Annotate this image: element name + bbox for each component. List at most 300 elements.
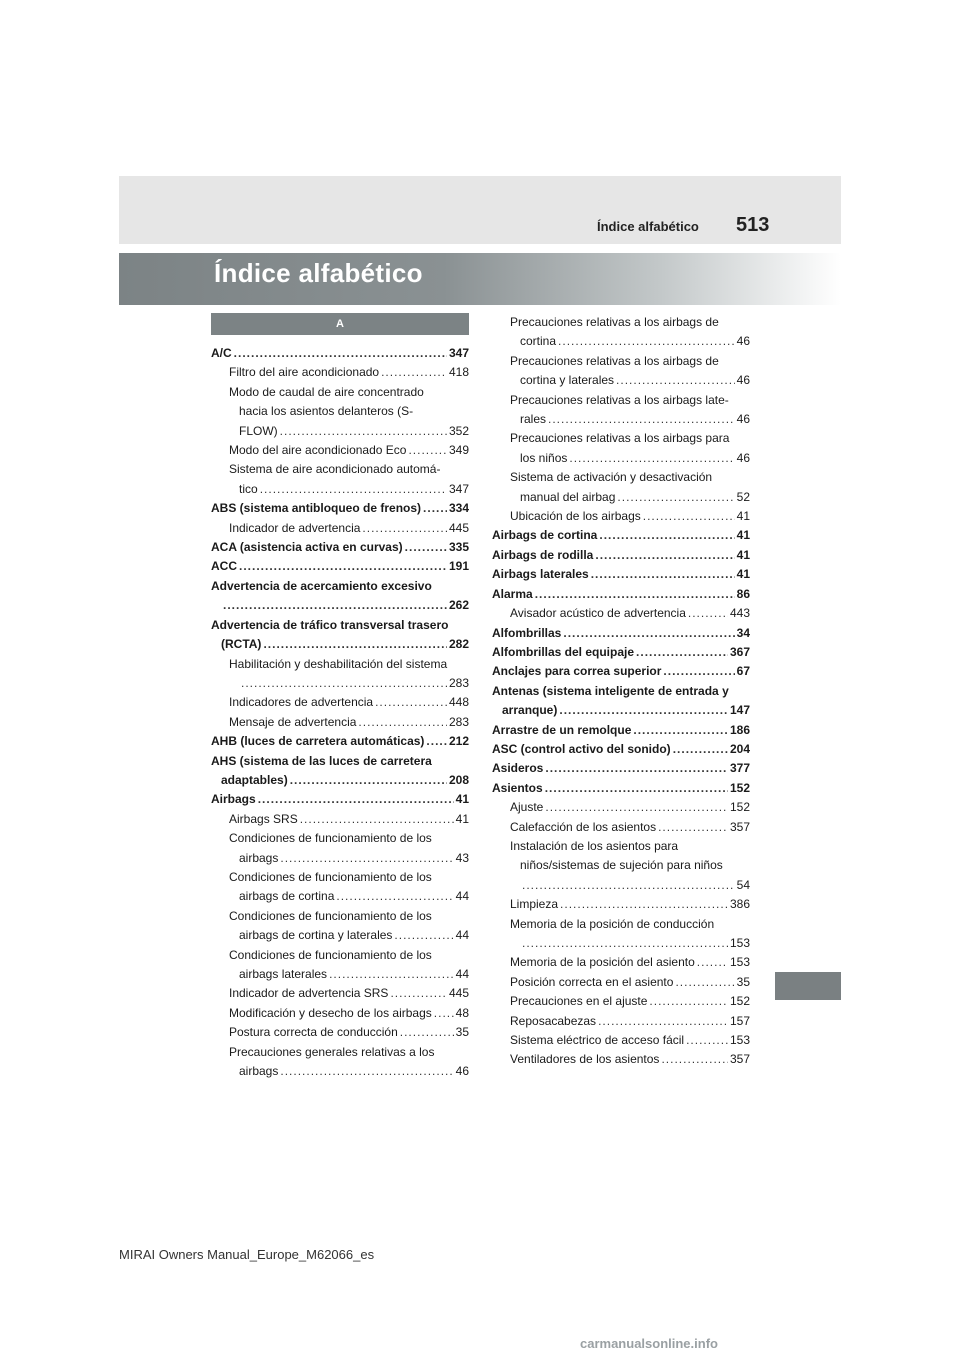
dot-leader [280, 422, 447, 441]
index-entry [492, 662, 750, 681]
entry-leader-line [211, 635, 469, 654]
entry-text-line: airbags de cortina [239, 889, 335, 904]
entry-page-number: 35 [455, 1025, 469, 1040]
entry-leader-line [510, 410, 750, 429]
entry-term: Calefacción de los asientos [510, 819, 657, 834]
entry-term: Indicador de advertencia SRS [229, 986, 389, 1001]
entry-page-number: 48 [455, 1005, 469, 1020]
index-entry [492, 915, 750, 954]
entry-term: Reposacabezas [510, 1013, 597, 1028]
entry-leader-line [510, 332, 750, 351]
entry-text-line: AHS (sistema de las luces de carretera [211, 753, 432, 768]
entry-leader-line [211, 538, 469, 557]
dot-leader [617, 488, 734, 507]
entry-page-number: 212 [448, 734, 469, 749]
entry-page-number: 352 [448, 423, 469, 438]
entry-leader-line [510, 488, 750, 507]
dot-leader [263, 635, 447, 654]
entry-text-line: Precauciones relativas a los airbags para [510, 431, 730, 446]
entry-leader-line [211, 771, 469, 790]
entry-text-line: airbags de cortina y laterales [239, 928, 393, 943]
entry-page-number: 418 [448, 365, 469, 380]
dot-leader [280, 1062, 453, 1081]
index-entry [492, 352, 750, 391]
index-entry [492, 604, 750, 623]
entry-leader-line [492, 526, 750, 545]
entry-page-number: 157 [729, 1013, 750, 1028]
entry-term: Airbags de rodilla [492, 547, 594, 562]
dot-leader [258, 790, 454, 809]
entry-text-line: Sistema de aire acondicionado automá- [229, 462, 441, 477]
entry-text-line: manual del airbag [520, 489, 616, 504]
entry-text-line: los niños [520, 450, 568, 465]
index-entry [211, 1004, 469, 1023]
dot-leader [560, 895, 728, 914]
entry-leader-line [492, 643, 750, 662]
dot-leader [290, 771, 447, 790]
entry-page-number: 377 [729, 761, 750, 776]
dot-leader [239, 557, 447, 576]
index-entry [492, 643, 750, 662]
index-entry [211, 344, 469, 363]
index-entry [211, 713, 469, 732]
entry-leader-line [229, 713, 469, 732]
entry-term: Avisador acústico de advertencia [510, 606, 686, 621]
dot-leader [434, 1004, 454, 1023]
entry-term: Arrastre de un remolque [492, 722, 632, 737]
entry-page-number: 357 [729, 819, 750, 834]
entry-page-number: 44 [455, 967, 469, 981]
index-entry [211, 616, 469, 655]
entry-text-line: Memoria de la posición de conducción [510, 916, 715, 931]
entry-leader-line [211, 596, 469, 615]
dot-leader [595, 546, 734, 565]
entry-page-number: 283 [448, 714, 469, 729]
index-entry [492, 721, 750, 740]
index-entry [211, 829, 469, 868]
entry-page-number: 46 [736, 334, 750, 349]
entry-page-number: 41 [736, 528, 750, 543]
dot-leader [658, 818, 728, 837]
entry-leader-line [492, 624, 750, 643]
entry-page-number: 367 [729, 644, 750, 659]
entry-leader-line [492, 546, 750, 565]
entry-text-line: rales [520, 412, 547, 427]
index-entry [211, 519, 469, 538]
dot-leader [545, 759, 728, 778]
dot-leader [223, 596, 447, 615]
entry-page-number: 347 [448, 481, 469, 496]
entry-term: AHB (luces de carretera automáticas) [211, 734, 425, 749]
index-entry [492, 837, 750, 895]
section-side-tab [775, 972, 841, 1000]
entry-text-line: (RCTA) [221, 637, 262, 652]
entry-leader-line [229, 887, 469, 906]
entry-page-number: 34 [736, 625, 750, 640]
entry-leader-line [229, 363, 469, 382]
entry-leader-line [229, 674, 469, 693]
entry-page-number: 443 [729, 606, 750, 621]
entry-term: Alfombrillas del equipaje [492, 644, 635, 659]
index-entry [492, 624, 750, 643]
dot-leader [697, 953, 728, 972]
entry-text-line: Precauciones relativas a los airbags late- [510, 392, 729, 407]
entry-leader-line [492, 740, 750, 759]
entry-leader-line [211, 344, 469, 363]
entry-text-line: arranque) [502, 703, 558, 718]
entry-page-number: 153 [729, 955, 750, 970]
entry-term: Airbags de cortina [492, 528, 598, 543]
index-entry [211, 441, 469, 460]
entry-leader-line [492, 759, 750, 778]
dot-leader [336, 887, 453, 906]
entry-term: Mensaje de advertencia [229, 714, 357, 729]
entry-leader-line [229, 1062, 469, 1081]
index-entry [211, 1043, 469, 1082]
entry-term: Modificación y desecho de los airbags [229, 1005, 432, 1020]
entry-leader-line [229, 1004, 469, 1023]
header-section-title: Índice alfabético [597, 219, 699, 234]
entry-page-number: 334 [448, 501, 469, 516]
entry-text-line: Advertencia de acercamiento excesivo [211, 578, 432, 593]
index-entry [211, 538, 469, 557]
dot-leader [280, 849, 453, 868]
dot-leader [649, 992, 728, 1011]
index-entry [211, 907, 469, 946]
dot-leader [569, 449, 734, 468]
dot-leader [558, 332, 735, 351]
entry-page-number: 152 [729, 800, 750, 815]
entry-text-line: Sistema de activación y desactivación [510, 470, 713, 485]
entry-text-line: Precauciones relativas a los airbags de [510, 315, 719, 329]
index-entry [211, 752, 469, 791]
entry-leader-line [510, 604, 750, 623]
entry-page-number: 347 [448, 346, 469, 360]
entry-leader-line [229, 480, 469, 499]
header-band [119, 176, 841, 244]
dot-leader [686, 1031, 728, 1050]
entry-leader-line [510, 1012, 750, 1031]
entry-term: Alarma [492, 586, 533, 601]
index-entry [492, 546, 750, 565]
entry-term: Modo del aire acondicionado Eco [229, 443, 407, 458]
entry-leader-line [229, 1023, 469, 1042]
index-column-left [211, 313, 469, 1081]
index-entry [492, 526, 750, 545]
entry-term: Ajuste [510, 800, 544, 815]
entry-text-line: Modo de caudal de aire concentrado [229, 384, 424, 399]
index-entry [211, 460, 469, 499]
index-entry [211, 868, 469, 907]
index-entry [211, 693, 469, 712]
index-entry [492, 992, 750, 1011]
index-entry [492, 682, 750, 721]
entry-leader-line [229, 422, 469, 441]
entry-page-number: 282 [448, 637, 469, 652]
index-entry [492, 895, 750, 914]
entry-page-number: 283 [448, 675, 469, 690]
entry-leader-line [229, 693, 469, 712]
entry-page-number: 357 [729, 1052, 750, 1067]
entry-term: Airbags [211, 792, 256, 807]
entry-page-number: 46 [455, 1064, 469, 1079]
dot-leader [400, 1023, 454, 1042]
entry-page-number: 41 [736, 509, 750, 524]
dot-leader [394, 926, 453, 945]
entry-page-number: 445 [448, 986, 469, 1001]
entry-text-line: cortina [520, 334, 557, 349]
entry-page-number: 335 [448, 540, 469, 555]
entry-text-line: Antenas (sistema inteligente de entrada y [492, 683, 729, 698]
entry-text-line: Condiciones de funcionamiento de los [229, 908, 432, 923]
entry-leader-line [492, 721, 750, 740]
index-entry [211, 810, 469, 829]
dot-leader [563, 624, 734, 643]
index-column-right [492, 313, 750, 1070]
dot-leader [688, 604, 728, 623]
dot-leader [591, 565, 735, 584]
index-entry [492, 798, 750, 817]
dot-leader [675, 973, 734, 992]
entry-page-number: 386 [729, 897, 750, 912]
dot-leader [375, 693, 447, 712]
entry-page-number: 191 [448, 559, 469, 574]
entry-term: Airbags SRS [229, 811, 298, 826]
index-entry [492, 313, 750, 352]
entry-term: ACC [211, 559, 237, 574]
entry-page-number: 41 [736, 567, 750, 582]
entry-leader-line [510, 818, 750, 837]
entry-term: Posición correcta en el asiento [510, 974, 674, 989]
entry-page-number: 147 [729, 703, 750, 718]
entry-page-number: 46 [736, 450, 750, 465]
entry-leader-line [229, 849, 469, 868]
entry-leader-line [510, 371, 750, 390]
entry-text-line: Condiciones de funcionamiento de los [229, 869, 432, 884]
watermark: carmanualsonline.info [580, 1336, 718, 1351]
dot-leader [663, 662, 734, 681]
index-entry [492, 740, 750, 759]
entry-term: Asideros [492, 761, 544, 776]
entry-leader-line [229, 519, 469, 538]
dot-leader [405, 538, 447, 557]
entry-term: Memoria de la posición del asiento [510, 955, 695, 970]
entry-page-number: 186 [729, 722, 750, 737]
entry-text-line: Habilitación y deshabilitación del sistema [229, 656, 448, 671]
index-entry [211, 790, 469, 809]
dot-leader [358, 713, 447, 732]
index-entry [211, 557, 469, 576]
entry-page-number: 43 [455, 850, 469, 865]
dot-leader [362, 519, 447, 538]
dot-leader [522, 934, 728, 953]
entry-page-number: 67 [736, 664, 750, 679]
page-number: 513 [736, 214, 770, 236]
index-entry [211, 984, 469, 1003]
dot-leader [390, 984, 447, 1003]
index-entry [492, 565, 750, 584]
entry-term: Indicador de advertencia [229, 520, 361, 535]
entry-term: Sistema eléctrico de acceso fácil [510, 1033, 685, 1048]
dot-leader [423, 499, 447, 518]
entry-term: ASC (control activo del sonido) [492, 741, 671, 756]
entry-page-number: 46 [736, 373, 750, 388]
index-entry [492, 1012, 750, 1031]
entry-text-line: Precauciones relativas a los airbags de [510, 353, 719, 368]
entry-page-number: 152 [729, 780, 750, 795]
index-entry [211, 499, 469, 518]
index-entry [492, 759, 750, 778]
entry-text-line: Advertencia de tráfico transversal trasero [211, 617, 449, 632]
index-entry [211, 655, 469, 694]
entry-leader-line [510, 895, 750, 914]
entry-page-number: 46 [736, 412, 750, 427]
entry-leader-line [510, 992, 750, 1011]
entry-page-number: 86 [736, 586, 750, 601]
entry-page-number: 349 [448, 443, 469, 458]
index-entry [492, 1050, 750, 1069]
entry-leader-line [510, 1050, 750, 1069]
entry-leader-line [211, 499, 469, 518]
entry-leader-line [229, 810, 469, 829]
footer-manual-id: MIRAI Owners Manual_Europe_M62066_es [119, 1247, 375, 1262]
entry-text-line: Condiciones de funcionamiento de los [229, 831, 432, 846]
dot-leader [241, 674, 447, 693]
dot-leader [636, 643, 728, 662]
entry-page-number: 153 [729, 936, 750, 950]
entry-leader-line [510, 973, 750, 992]
entry-page-number: 52 [736, 489, 750, 504]
index-entry [211, 732, 469, 751]
index-entry [211, 946, 469, 985]
entry-term: Filtro del aire acondicionado [229, 365, 380, 380]
entry-term: Airbags laterales [492, 567, 589, 582]
entry-term: ABS (sistema antibloqueo de frenos) [211, 501, 422, 516]
entry-leader-line [492, 565, 750, 584]
dot-leader [381, 363, 447, 382]
entry-page-number: 445 [448, 520, 469, 535]
entry-text-line: Condiciones de funcionamiento de los [229, 947, 432, 962]
entry-page-number: 54 [736, 877, 750, 892]
entry-leader-line [211, 557, 469, 576]
dot-leader [598, 1012, 728, 1031]
entry-term: Postura correcta de conducción [229, 1025, 398, 1040]
entry-term: Anclajes para correa superior [492, 664, 662, 679]
dot-leader [300, 810, 454, 829]
dot-leader [559, 701, 728, 720]
entry-text-line: niños/sistemas de sujeción para niños [520, 858, 723, 873]
index-entry [492, 468, 750, 507]
entry-leader-line [510, 507, 750, 526]
entry-page-number: 44 [455, 889, 469, 904]
dot-leader [661, 1050, 728, 1069]
entry-term: Ubicación de los airbags [510, 509, 641, 524]
index-entry [211, 1023, 469, 1042]
dot-leader [643, 507, 735, 526]
dot-leader [673, 740, 728, 759]
entry-term: Limpieza [510, 897, 559, 912]
entry-text-line: airbags [239, 1064, 279, 1079]
entry-page-number: 41 [455, 811, 469, 826]
index-entry [492, 779, 750, 798]
entry-leader-line [492, 662, 750, 681]
entry-page-number: 448 [448, 695, 469, 710]
index-entry [492, 973, 750, 992]
entry-term: Precauciones en el ajuste [510, 994, 648, 1009]
dot-leader [329, 965, 454, 984]
entry-text-line: adaptables) [221, 772, 288, 787]
entry-term: ACA (asistencia activa en curvas) [211, 540, 403, 555]
dot-leader [408, 441, 447, 460]
entry-leader-line [211, 790, 469, 809]
entry-text-line: Instalación de los asientos para [510, 838, 679, 853]
entry-leader-line [211, 732, 469, 751]
entry-term: Asientos [492, 780, 543, 795]
entry-leader-line [510, 798, 750, 817]
entry-term: A/C [211, 346, 232, 360]
entry-term: Alfombrillas [492, 625, 562, 640]
entry-term: Indicadores de advertencia [229, 695, 374, 710]
entry-page-number: 41 [455, 792, 469, 807]
entry-leader-line [510, 876, 750, 895]
entry-page-number: 262 [448, 598, 469, 613]
entry-leader-line [510, 1031, 750, 1050]
dot-leader [616, 371, 735, 390]
page-title: Índice alfabético [214, 258, 423, 288]
entry-text-line: FLOW) [239, 423, 278, 438]
index-entry [492, 429, 750, 468]
dot-leader [234, 344, 447, 363]
entry-text-line: airbags [239, 850, 279, 865]
entry-leader-line [229, 984, 469, 1003]
entry-leader-line [492, 585, 750, 604]
index-entry [492, 1031, 750, 1050]
index-entry [211, 577, 469, 616]
dot-leader [545, 779, 728, 798]
dot-leader [535, 585, 735, 604]
entry-leader-line [492, 779, 750, 798]
index-entry [492, 953, 750, 972]
dot-leader [599, 526, 734, 545]
entry-leader-line [229, 965, 469, 984]
entry-term: Ventiladores de los asientos [510, 1052, 660, 1067]
index-entry [492, 391, 750, 430]
entry-text-line: airbags laterales [239, 967, 328, 981]
entry-text-line: tico [239, 481, 258, 496]
entry-text-line: cortina y laterales [520, 373, 615, 388]
dot-leader [260, 480, 447, 499]
entry-leader-line [510, 953, 750, 972]
entry-page-number: 41 [736, 547, 750, 562]
entry-page-number: 44 [455, 928, 469, 943]
entry-page-number: 35 [736, 974, 750, 989]
entry-leader-line [492, 701, 750, 720]
index-entry [211, 383, 469, 441]
entry-text-line: hacia los asientos delanteros (S- [239, 404, 414, 419]
entry-leader-line [229, 441, 469, 460]
dot-leader [548, 410, 735, 429]
dot-leader [426, 732, 447, 751]
dot-leader [522, 876, 735, 895]
index-entry [492, 507, 750, 526]
dot-leader [633, 721, 728, 740]
index-entry [492, 818, 750, 837]
entry-page-number: 208 [448, 772, 469, 787]
entry-leader-line [510, 449, 750, 468]
entry-leader-line [229, 926, 469, 945]
dot-leader [545, 798, 728, 817]
entry-text-line: Precauciones generales relativas a los [229, 1044, 435, 1059]
